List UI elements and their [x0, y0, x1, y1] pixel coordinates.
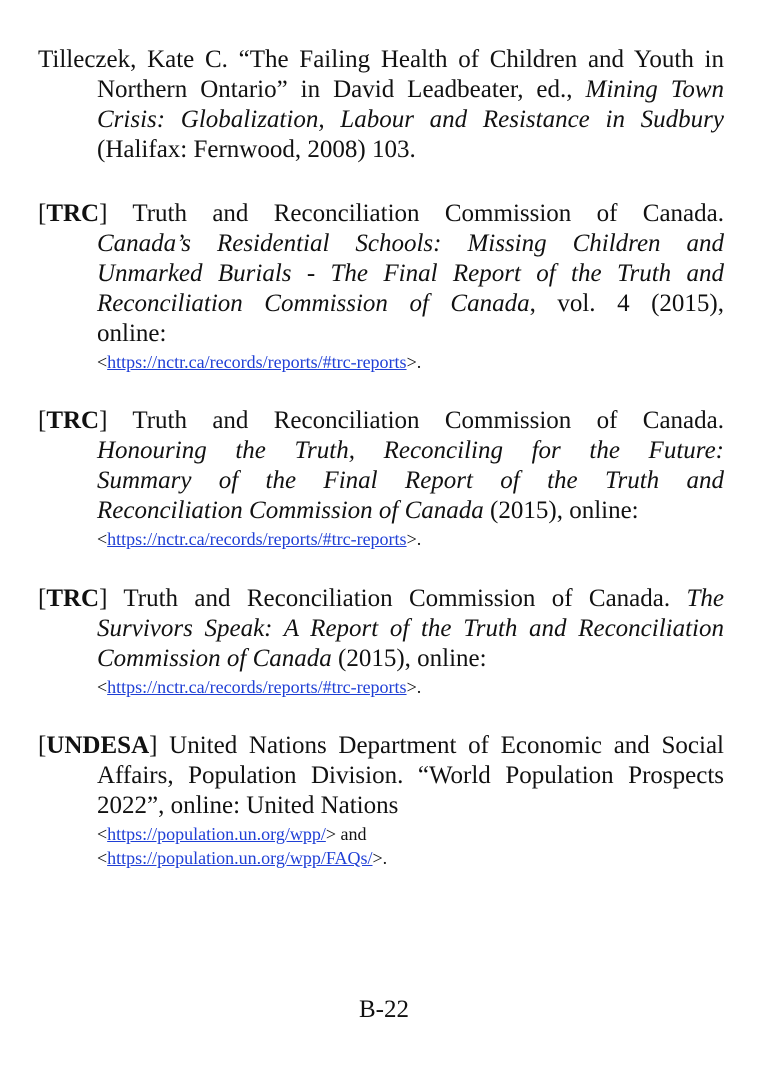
trc-reports-link[interactable]: https://nctr.ca/records/reports/#trc-reports — [107, 677, 407, 697]
entry-line: Commission of Canada (2015), online: — [97, 645, 487, 672]
report-title: Honouring the Truth, Reconciling for the Future: — [97, 437, 724, 464]
entry-line: [TRC] Truth and Reconciliation Commission of Canada. — [38, 407, 724, 434]
bibliography-entry-trc-vol4 — [38, 199, 724, 373]
url-line: <https://nctr.ca/records/reports/#trc-reports>. — [97, 529, 422, 549]
entry-tag: UNDESA — [46, 732, 150, 759]
entry-tag: TRC — [46, 585, 100, 612]
bibliography-entry-undesa — [38, 731, 724, 869]
entry-tag: TRC — [46, 200, 100, 227]
url-line: <https://population.un.org/wpp/> and — [97, 824, 367, 844]
report-title: Canada’s Residential Schools: Missing Children and — [97, 230, 724, 257]
bibliography-entry-tilleczek — [38, 45, 724, 165]
book-title-continued: Crisis: Globalization, Labour and Resistance in Sudbury — [97, 106, 724, 133]
entry-line: Reconciliation Commission of Canada, vol. 4 (2015), — [97, 290, 724, 317]
report-title-continued: Survivors Speak: A Report of the Truth and Reconciliation — [97, 615, 724, 642]
entry-line: Tilleczek, Kate C. “The Failing Health of Children and Youth in — [38, 46, 724, 73]
book-title: Mining Town — [585, 76, 724, 103]
report-title-continued: Summary of the Final Report of the Truth and — [97, 467, 724, 494]
entry-line: Northern Ontario” in David Leadbeater, ed., Mining Town — [97, 76, 724, 103]
entry-tag: TRC — [46, 407, 100, 434]
entry-line: online: — [97, 320, 167, 347]
entry-line: (Halifax: Fernwood, 2008) 103. — [97, 136, 416, 163]
page-number: B-22 — [359, 996, 409, 1023]
wpp-link[interactable]: https://population.un.org/wpp/ — [107, 824, 326, 844]
trc-reports-link[interactable]: https://nctr.ca/records/reports/#trc-reports — [107, 352, 407, 372]
entry-line: Affairs, Population Division. “World Population Prospects — [97, 762, 724, 789]
wpp-faqs-link[interactable]: https://population.un.org/wpp/FAQs/ — [107, 848, 373, 868]
entry-line: [TRC] Truth and Reconciliation Commission of Canada. The — [38, 585, 724, 612]
report-title-continued: Unmarked Burials - The Final Report of the Truth and — [97, 260, 724, 287]
url-line: <https://nctr.ca/records/reports/#trc-reports>. — [97, 352, 422, 372]
entry-line: [UNDESA] United Nations Department of Economic and Social — [38, 732, 724, 759]
trc-reports-link[interactable]: https://nctr.ca/records/reports/#trc-reports — [107, 529, 407, 549]
bibliography-entry-trc-survivors — [38, 584, 724, 698]
entry-line: Reconciliation Commission of Canada (2015), online: — [97, 497, 639, 524]
entry-line: [TRC] Truth and Reconciliation Commission of Canada. — [38, 200, 724, 227]
url-line: <https://population.un.org/wpp/FAQs/>. — [97, 848, 388, 868]
bibliography-entry-trc-summary — [38, 406, 724, 550]
url-line: <https://nctr.ca/records/reports/#trc-reports>. — [97, 677, 422, 697]
entry-line: 2022”, online: United Nations — [97, 792, 399, 819]
